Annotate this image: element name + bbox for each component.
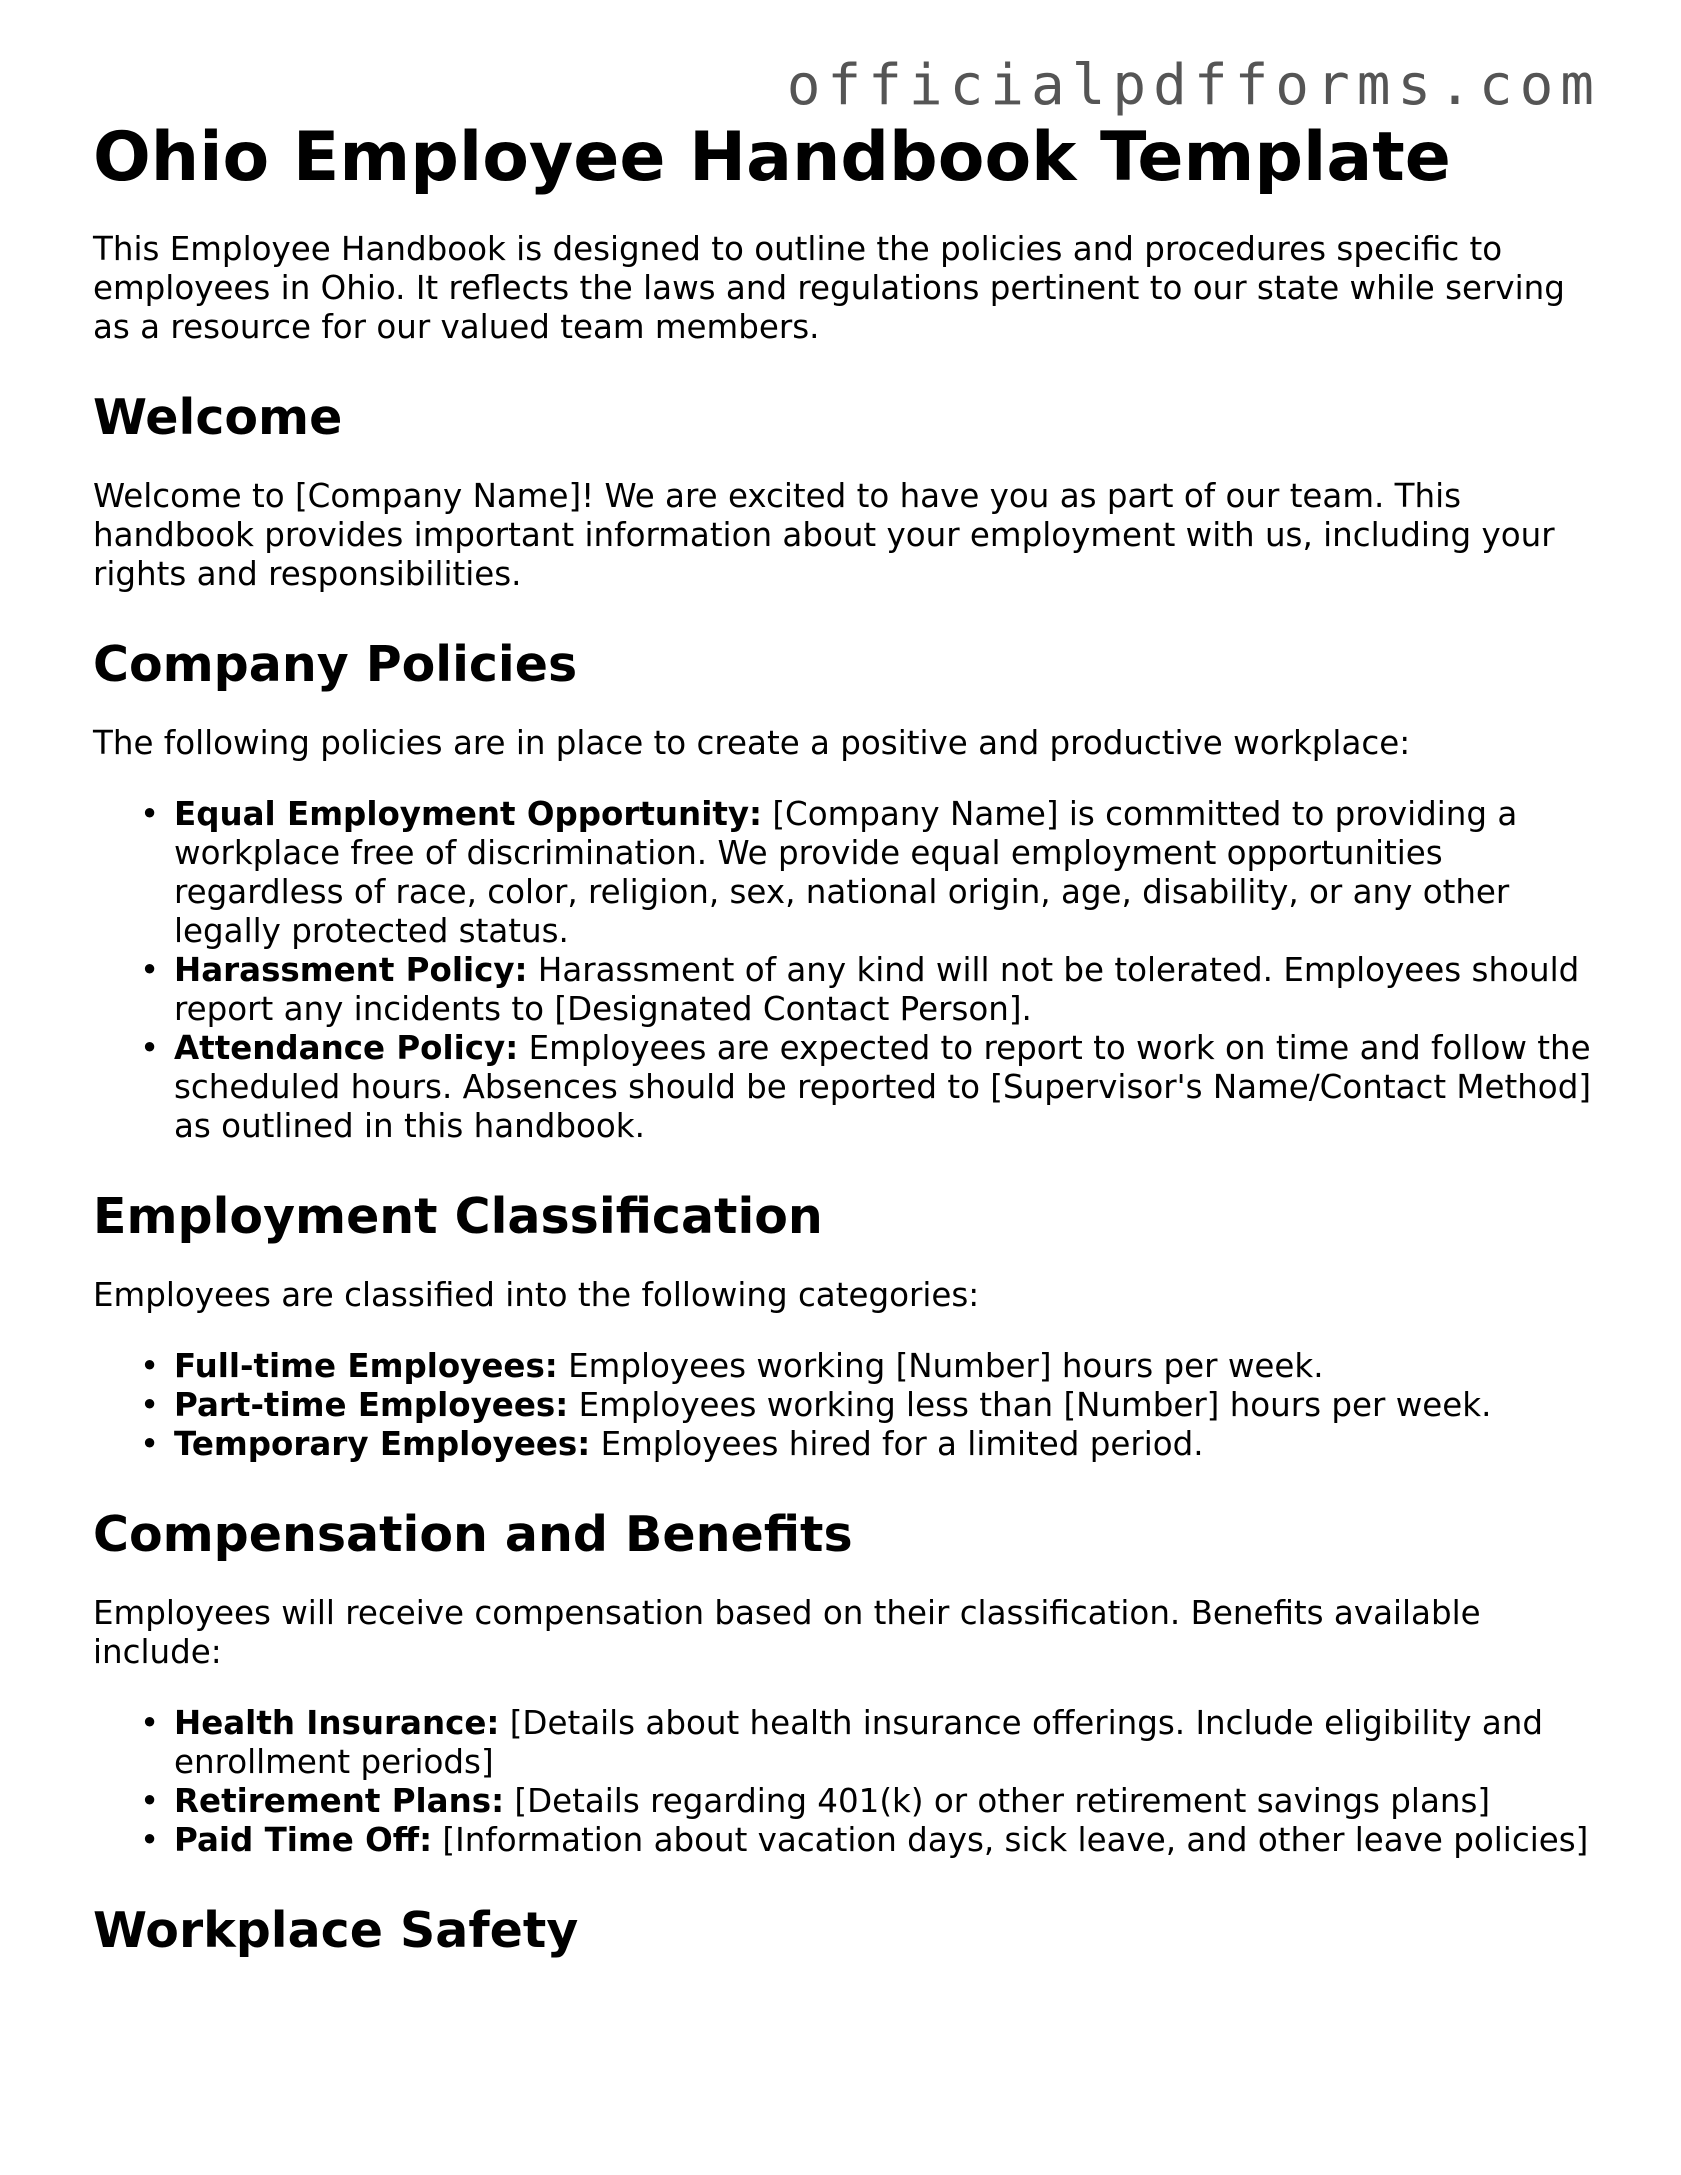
list-item: [140, 951, 1593, 1029]
list-item-desc: [Information about vacation days, sick leave, and other leave policies]: [432, 1821, 1589, 1859]
list-item: [140, 1704, 1593, 1782]
list-item-desc: [Company Name] is committed to providing a workplace free of discrimination. We provide equal employment opportunities regardless of race, color, religion, sex, national origin, age, disability, or any other legally protected status.: [174, 795, 1518, 950]
list-item-term: Attendance Policy:: [174, 1029, 519, 1067]
list-item-desc: Employees working less than [Number] hours per week.: [568, 1386, 1492, 1424]
classification-paragraph: Employees are classified into the following categories:: [93, 1276, 980, 1314]
list-item-desc: Employees working [Number] hours per week.: [557, 1347, 1324, 1385]
list-item-term: Paid Time Off:: [174, 1821, 433, 1859]
list-item: [140, 795, 1593, 951]
list-item-desc: Employees hired for a limited period.: [590, 1425, 1204, 1463]
classification-heading: Employment Classification: [93, 1188, 823, 1245]
compensation-list: [93, 1704, 1593, 1860]
list-item-desc: Employees are expected to report to work on time and follow the scheduled hours. Absences should be reported to [Supervisor's Name/Contact Method] as outlined in this handbook.: [174, 1029, 1592, 1145]
list-item: [140, 1425, 1593, 1464]
bullet-icon: •: [140, 1821, 160, 1859]
welcome-paragraph: Welcome to [Company Name]! We are excited to have you as part of our team. This handbook provides important information about your employment with us, including your rights and responsibilities.: [93, 477, 1555, 593]
compensation-paragraph: Employees will receive compensation based on their classification. Benefits available include:: [93, 1594, 1481, 1671]
list-item: [140, 1821, 1593, 1860]
document-title: Ohio Employee Handbook Template: [93, 118, 1451, 197]
bullet-icon: •: [140, 1386, 160, 1424]
list-item-term: Full-time Employees:: [174, 1347, 558, 1385]
bullet-icon: •: [140, 951, 160, 989]
policies-heading: Company Policies: [93, 636, 578, 693]
bullet-icon: •: [140, 1029, 160, 1067]
policies-list: [93, 795, 1593, 1146]
document-page: [93, 118, 1593, 1990]
bullet-icon: •: [140, 1704, 160, 1742]
list-item-desc: [Details about health insurance offerings. Include eligibility and enrollment periods]: [174, 1704, 1543, 1781]
classification-list: [93, 1347, 1593, 1464]
intro-paragraph: This Employee Handbook is designed to outline the policies and procedures specific to employees in Ohio. It reflects the laws and regulations pertinent to our state while serving as a resource for our valued team members.: [93, 230, 1565, 346]
bullet-icon: •: [140, 1425, 160, 1463]
bullet-icon: •: [140, 795, 160, 833]
list-item-term: Equal Employment Opportunity:: [174, 795, 763, 833]
list-item-term: Health Insurance:: [174, 1704, 500, 1742]
compensation-heading: Compensation and Benefits: [93, 1506, 853, 1563]
list-item: [140, 1386, 1593, 1425]
bullet-icon: •: [140, 1347, 160, 1385]
bullet-icon: •: [140, 1782, 160, 1820]
list-item-term: Harassment Policy:: [174, 951, 528, 989]
welcome-heading: Welcome: [93, 389, 343, 446]
list-item-desc: [Details regarding 401(k) or other retirement savings plans]: [504, 1782, 1491, 1820]
list-item-term: Temporary Employees:: [174, 1425, 591, 1463]
list-item-desc: Harassment of any kind will not be tolerated. Employees should report any incidents to [Designated Contact Person].: [174, 951, 1580, 1028]
list-item: [140, 1782, 1593, 1821]
policies-paragraph: The following policies are in place to create a positive and productive workplace:: [93, 724, 1411, 762]
safety-heading: Workplace Safety: [93, 1902, 579, 1959]
list-item-term: Part-time Employees:: [174, 1386, 569, 1424]
list-item: [140, 1029, 1593, 1146]
list-item-term: Retirement Plans:: [174, 1782, 505, 1820]
list-item: [140, 1347, 1593, 1386]
watermark: officialpdfforms.com: [786, 53, 1601, 118]
